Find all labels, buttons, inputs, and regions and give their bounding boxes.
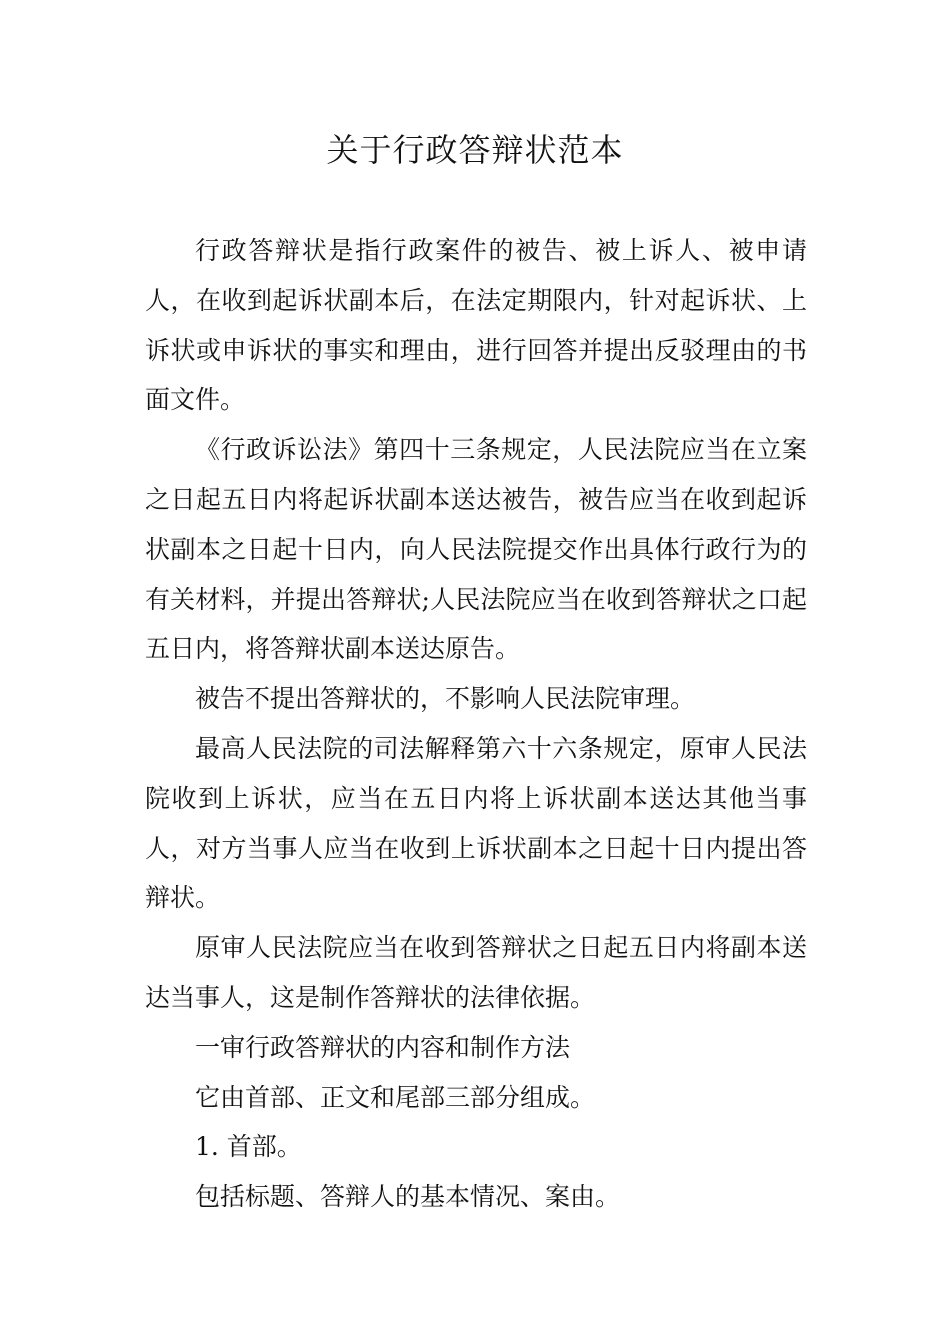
paragraph-definition: 行政答辩状是指行政案件的被告、被上诉人、被申请人，在收到起诉状副本后，在法定期限内，针对起诉状、上诉状或申诉状的事实和理由，进行回答并提出反驳理由的书面文件。: [145, 236, 807, 415]
list-item-header-part: 1. 首部。: [195, 1132, 302, 1162]
section-heading-first-instance: 一审行政答辩状的内容和制作方法: [195, 1032, 571, 1062]
paragraph-law-article-43: 《行政诉讼法》第四十三条规定，人民法院应当在立案之日起五日内将起诉状副本送达被告，被告应当在收到起诉状副本之日起十日内，向人民法院提交作出具体行政行为的有关材料，并提出答辩状;人民法院应当在收到答辩状之口起五日内，将答辩状副本送达原告。: [145, 435, 807, 664]
paragraph-structure: 它由首部、正文和尾部三部分组成。: [195, 1082, 596, 1112]
document-title: 关于行政答辩状范本: [326, 131, 624, 169]
paragraph-no-defense: 被告不提出答辩状的，不影响人民法院审理。: [195, 684, 696, 714]
document-body: [145, 226, 807, 1222]
paragraph-header-contents: 包括标题、答辩人的基本情况、案由。: [195, 1182, 621, 1212]
paragraph-legal-basis: 原审人民法院应当在收到答辩状之日起五日内将副本送达当事人，这是制作答辩状的法律依据。: [145, 933, 807, 1012]
paragraph-judicial-interpretation: 最高人民法院的司法解释第六十六条规定，原审人民法院收到上诉状，应当在五日内将上诉状副本送达其他当事人，对方当事人应当在收到上诉状副本之日起十日内提出答辩状。: [145, 733, 807, 913]
